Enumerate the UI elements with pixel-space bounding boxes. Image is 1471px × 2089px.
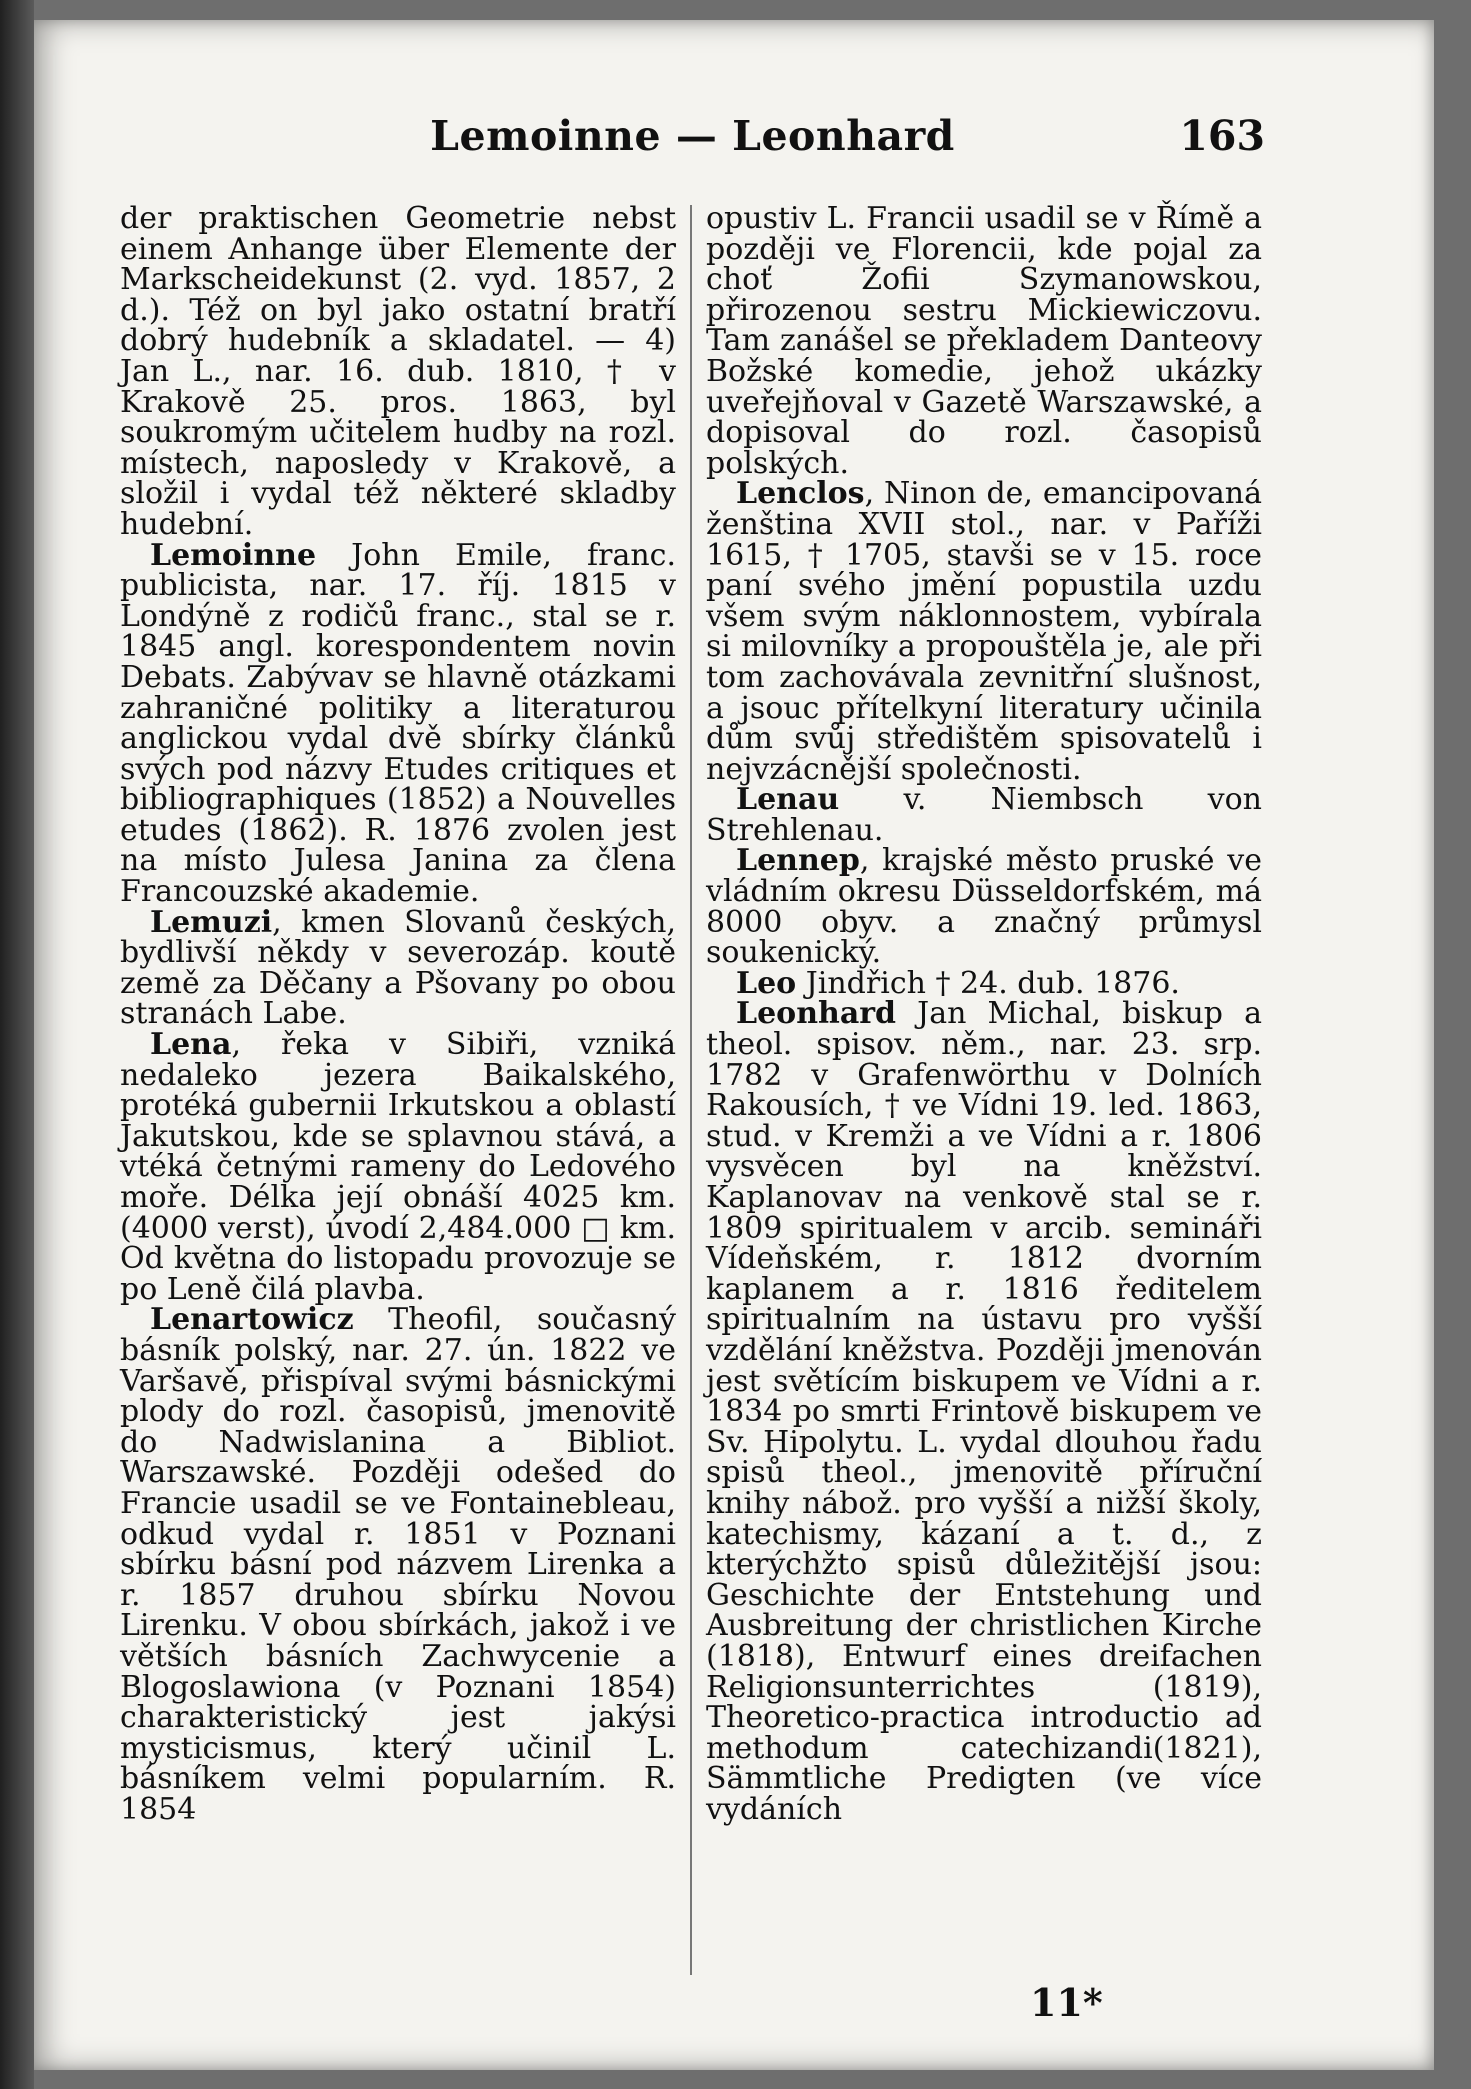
entry-headword: Lennep	[736, 843, 860, 879]
entry-text: , Ninon de, emancipovaná ženština XVII stol., nar. v Paříži 1615, † 1705, stavši se v 15. roce paní svého jmění popustila uzdu všem svým náklonnostem, vybírala si milovníky a propouštěla je, ale při tom zachovávala zevnitřní slušnost, a jsouc přítelkyní literatury učinila dům svůj středištěm spisovatelů i nejvzácnější společnosti.	[706, 476, 1262, 787]
entry-text: Jindřich † 24. dub. 1876.	[796, 965, 1180, 1001]
entry-text: Theofil, současný básník polský, nar. 27. ún. 1822 ve Varšavě, přispíval svými básnickými plody do rozl. časopisů, jmenovitě do Nadwislanina a Bibliot. Warszawské. Později odešed do Francie usadil se ve Fontainebleau, odkud vydal r. 1851 v Poznani sbírku básní pod názvem Lirenka a r. 1857 druhou sbírku Novou Lirenku. V obou sbírkách, jakož i ve větších básních Zachwycenie a Blogoslawiona (v Poznani 1854) charakteristický jest jakýsi mysticismus, který učinil L. básníkem velmi popularním. R. 1854	[120, 1302, 676, 1827]
signature-mark: 11*	[1030, 1980, 1103, 2025]
running-head	[120, 112, 1265, 172]
entry-leonhard	[706, 996, 1262, 1827]
entry-headword: Lemuzi	[150, 904, 273, 940]
entry-lenartowicz	[120, 1302, 676, 1827]
entry-lemoinne	[120, 537, 676, 910]
entry-text: , kmen Slovanů českých, bydlivší někdy v severozáp. koutě země za Děčany a Pšovany po obou stranách Labe.	[120, 904, 676, 1032]
entry-lenclos	[706, 476, 1262, 787]
entry-text: v. Niembsch von Strehlenau.	[706, 782, 1262, 848]
entry-text: opustiv L. Francii usadil se v Římě a později ve Florencii, kde pojal za choť Žofii Szymanowskou, přirozenou sestru Mickiewiczovu. Tam zanášel se překladem Danteovy Božské komedie, jehož ukázky uveřejňoval v Gazetě Warszawské, a dopisoval do rozl. časopisů polských.	[706, 201, 1262, 481]
entry-headword: Lenau	[736, 782, 840, 818]
entry-text: John Emile, franc. publicista, nar. 17. říj. 1815 v Londýně z rodičů franc., stal se r. 1845 angl. korespondentem novin Debats. Zabývav se hlavně otázkami zahraničné politiky a literaturou anglickou vydal dvě sbírky článků svých pod názvy Etudes critiques et bibliographiques (1852) a Nouvelles etudes (1862). R. 1876 zvolen jest na místo Julesa Janina za člena Francouzské akademie.	[120, 537, 676, 910]
entry-text: Jan Michal, biskup a theol. spisov. něm., nar. 23. srp. 1782 v Grafenwörthu v Dolních Rakousích, † ve Vídni 19. led. 1863, stud. v Kremži a ve Vídni a r. 1806 vysvěcen byl na kněžství. Kaplanovav na venkově stal se r. 1809 spiritualem v arcib. semináři Vídeňském, r. 1812 dvorním kaplanem a r. 1816 ředitelem spiritualním na ústavu pro vyšší vzdělání kněžstva. Později jmenován jest světícím biskupem ve Vídni a r. 1834 po smrti Frintově biskupem ve Sv. Hipolytu. L. vydal dlouhou řadu spisů theol., jmenovitě příruční knihy nábož. pro vyšší a nižší školy, katechismy, kázaní a t. d., z kterýchžto spisů důležitější jsou: Geschichte der Entstehung und Ausbreitung der christlichen Kirche (1818), Entwurf eines dreifachen Religionsunterrichtes (1819), Theoretico-practica introductio ad methodum catechizandi(1821), Sämmtliche Predigten (ve více vydáních	[706, 996, 1262, 1827]
entry-leo	[706, 965, 1262, 1001]
entry-lena	[120, 1027, 676, 1307]
entry-continuation	[706, 201, 1262, 481]
column-divider	[690, 205, 692, 1975]
entry-headword: Lena	[150, 1027, 232, 1063]
entry-text: , řeka v Sibiři, vzniká nedaleko jezera Baikalského, protéká gubernii Irkutskou a oblastí Jakutskou, kde se splavnou stává, a vtéká četnými rameny do Ledového moře. Délka její obnáší 4025 km. (4000 verst), úvodí 2,484.000 □ km. Od května do listopadu provozuje se po Leně čilá plavba.	[120, 1027, 676, 1307]
entry-headword: Lenclos	[736, 476, 865, 512]
entry-headword: Leonhard	[736, 996, 897, 1032]
entry-headword: Lemoinne	[150, 537, 317, 573]
left-column	[120, 201, 676, 1827]
entry-headword: Leo	[736, 965, 797, 1001]
entry-lenau	[706, 782, 1262, 848]
page-number: 163	[1179, 112, 1265, 160]
entry-continuation	[120, 201, 676, 542]
entry-text: , krajské město pruské ve vládním okresu Düsseldorfském, má 8000 obyv. a značný průmysl soukenický.	[706, 843, 1262, 971]
right-column	[706, 201, 1262, 1827]
book-spine-shadow	[0, 0, 34, 2089]
entry-text: der praktischen Geometrie nebst einem Anhange über Elemente der Markscheidekunst (2. vyd. 1857, 2 d.). Též on byl jako ostatní bratří dobrý hudebník a skladatel. — 4) Jan L., nar. 16. dub. 1810, † v Krakově 25. pros. 1863, byl soukromým učitelem hudby na rozl. místech, naposledy v Krakově, a složil i vydal též některé skladby hudební.	[120, 201, 676, 542]
running-head-title: Lemoinne — Leonhard	[430, 112, 955, 160]
entry-lennep	[706, 843, 1262, 971]
entry-lemuzi	[120, 904, 676, 1032]
entry-headword: Lenartowicz	[150, 1302, 354, 1338]
